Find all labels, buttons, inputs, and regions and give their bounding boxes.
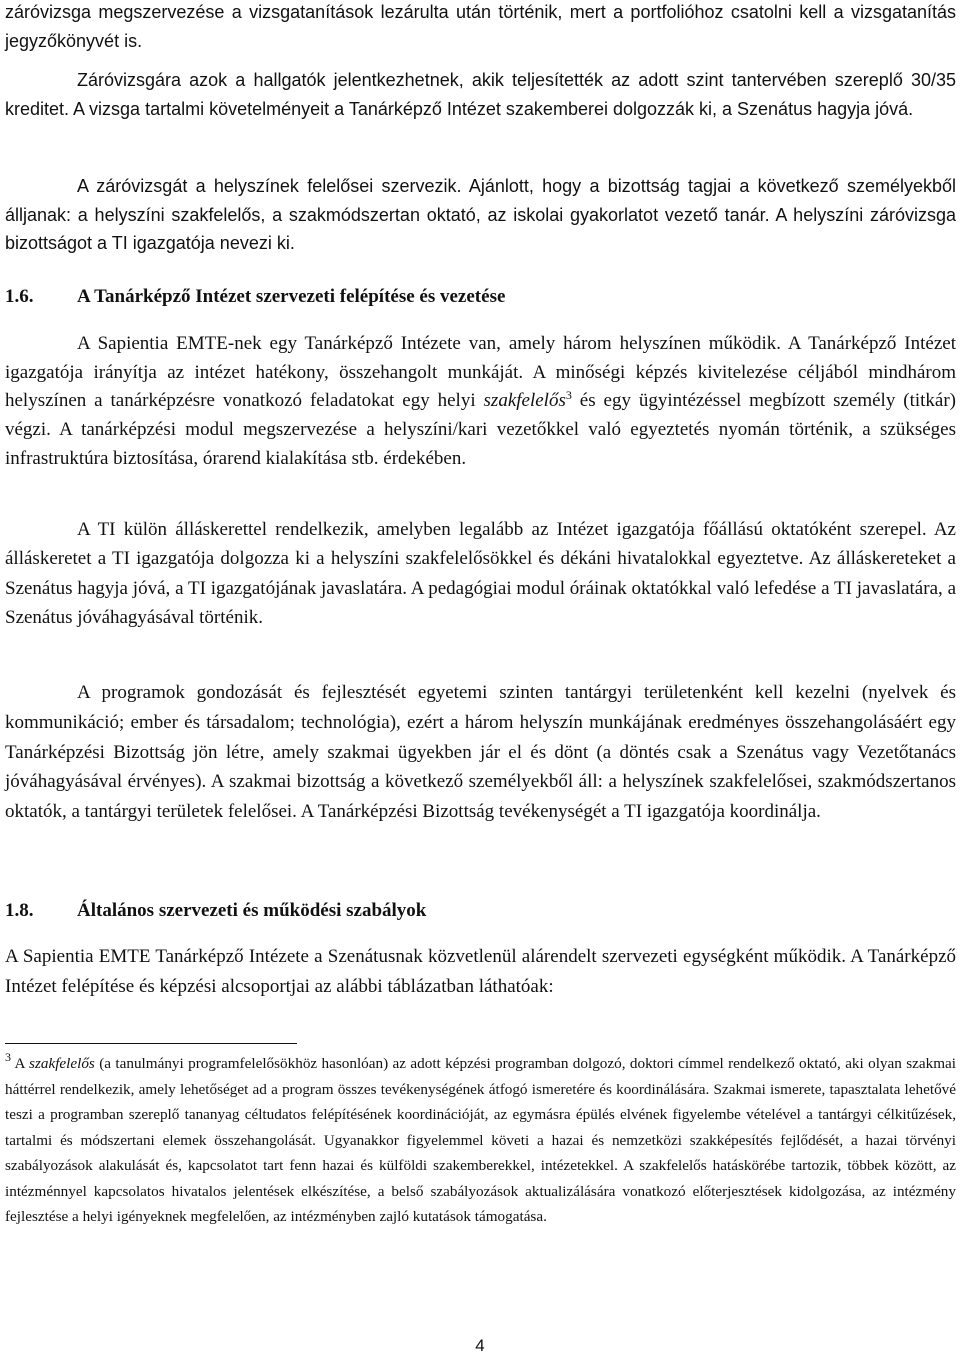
italic-term: szakfelelős [483,390,566,412]
footnote-reference[interactable]: 3 [565,388,572,403]
section-number: 1.8. [5,900,34,921]
paragraph-teacher-training-committee: A programok gondozását és fejlesztését egyetemi szinten tantárgyi területenként kell kezelni (nyelvek és kommunikáció; ember és társadalom; technológia), ezért a három helyszín munkájának eredményes összehangolásáért egy Tanárképzési Bizottság jön létre, amely szakmai ügyekben jár el és dönt (a döntés csak a Szenátus vagy Vezetőtanács jóváhagyásával érvényes). A szakmai bizottság a következő személyekből áll: a helyszínek szakfelelősei, szakmódszertanos oktatók, a tantárgyi területek felelősei. A Tanárképzési Bizottság tevékenységét a TI igazgatója koordinálja. [5,682,956,823]
text-span: A [11,1055,30,1072]
section-heading-1-6 [5,283,956,311]
section-title: A Tanárképző Intézet szervezeti felépítése és vezetése [77,286,506,307]
section-number: 1.6. [5,286,34,307]
footnote-separator [5,1043,297,1044]
paragraph-final-exam-eligibility: Záróvizsgára azok a hallgatók jelentkezhetnek, akik teljesítették az adott szint tantervében szereplő 30/35 kreditet. A vizsga tartalmi követelményeit a Tanárképző Intézet szakemberei dolgozzák ki, a Szenátus hagyja jóvá. [5,70,956,119]
text-span: (a tanulmányi programfelelősökhöz hasonlóan) az adott képzési programban dolgozó, doktori címmel rendelkező oktató, aki olyan szakmai háttérrel rendelkezik, amely lehetőséget ad a program összes tevékenységének átfogó ismeretére és koordinálására. Szakmai ismerete, tapasztalata lehetővé teszi a programban szereplő tananyag céltudatos felépítésének koordinációját, az egymásra épülés elvének figyelembe vételével a tantárgyi célkitűzések, tartalmi és módszertani elemek összehangolását. Ugyanakkor figyelemmel követi a hazai és nemzetközi szakképesítés fejlődését, a hazai törvényi szabályozások alakulását és, kapcsolatot tart fenn hazai és külföldi szakemberekkel, intézetekkel. A szakfelelős hatáskörébe tartozik, többek között, az intézménnyel kapcsolatos hivatalos jelentések elkészítése, a belső szabályozások aktualizálására vonatkozó előterjesztések kidolgozása, az intézmény fejlesztése a helyi igényeknek megfelelően, az intézményben zajló kutatások támogatása. [5,1055,956,1225]
text-span: A záróvizsgát a helyszínek felelősei szervezik. Ajánlott, hogy a bizottság tagjai a következő személyekből álljanak: a helyszíni szakfelelős, a szakmódszertan oktató, az iskolai gyakorlatot vezető tanár. [5,176,956,225]
paragraph-staffing: A TI külön álláskerettel rendelkezik, amelyben legalább az Intézet igazgatója főállású oktatóként szerepel. Az álláskeretet a TI igazgatója dolgozza ki a helyszíni szakfelelősökkel és dékáni hivatalokkal egyeztetve. Az álláskereteket a Szenátus hagyja jóvá, a TI igazgatójának javaslatára. A pedagógiai modul óráinak oktatókkal való lefedése a TI javaslatára, a Szenátus jóváhagyásával történik. [5,519,956,628]
paragraph-general-rules: A Sapientia EMTE Tanárképző Intézete a Szenátusnak közvetlenül alárendelt szervezeti egységként működik. A Tanárképző Intézet felépítése és képzési alcsoportjai az alábbi táblázatban láthatóak: [5,946,956,997]
paragraph-continuation: záróvizsga megszervezése a vizsgatanítások lezárulta után történik, mert a portfolióhoz csatolni kell a vizsgatanítás jegyzőkönyvét is. [5,2,956,51]
section-heading-1-8 [5,897,956,925]
paragraph-organization [5,330,956,474]
page-number: 4 [475,1336,485,1355]
paragraph-final-exam-organization [5,172,956,258]
text-span: A Sapientia EMTE-nek egy Tanárképző Intézete van, amely három helyszínen működik. A Tanárképző Intézet igazgatója irányítja az intézet hatékony, összehangolt munkáját. A minőségi képzés kivitelezése céljából mindhárom helyszínen a tanárképzésre vonatkozó feladatokat egy helyi [5,333,956,412]
text-span: és egy ügyintézéssel megbízott személy (titkár) végzi. A tanárképzési modul megszervezése a helyszíni/kari vezetőkkel való egyeztetés nyomán történik, a szükséges infrastruktúra biztosítása, órarend kialakítása stb. érdekében. [5,390,956,469]
footnote-3 [5,1051,956,1230]
footnote-marker: 3 [5,1050,11,1064]
section-title: Általános szervezeti és működési szabályok [77,900,427,921]
italic-term: szakfelelős [29,1055,95,1072]
text-span: A helyszíni záróvizsga bizottságot a TI igazgatója nevezi ki. [5,204,956,253]
